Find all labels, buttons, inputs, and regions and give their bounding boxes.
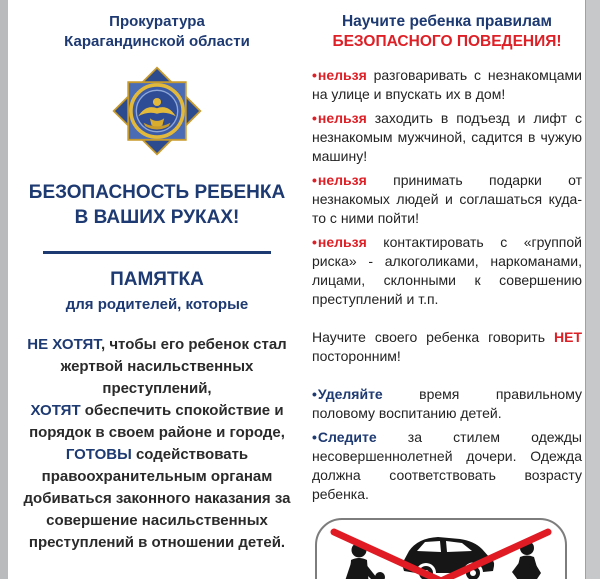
say-no-after: посторонним!: [312, 348, 401, 364]
rule-lead: нельзя: [317, 67, 367, 83]
rule-item: [312, 109, 582, 166]
org-name-line2: Карагандинской области: [64, 33, 250, 51]
forbidden-rules-list: [312, 66, 582, 309]
left-margin-strip: [0, 0, 8, 579]
right-column: [312, 12, 582, 579]
bullet-icon: •: [312, 234, 317, 250]
rules-title-line2: БЕЗОПАСНОГО ПОВЕДЕНИЯ!: [332, 33, 562, 50]
rule-text: контактировать с «группой риска» - алкоголиками, наркоманами, лицами, склонными к совершению преступлений и т.п.: [312, 234, 582, 307]
crossed-out-dangers-illustration: [314, 517, 568, 579]
main-title: [10, 180, 304, 230]
lead-word: ГОТОВЫ: [65, 445, 132, 463]
rule-text: принимать подарки от незнакомых людей и соглашаться куда-то с ними пойти!: [312, 172, 582, 226]
advice-text: время правильному половому воспитанию детей.: [312, 386, 582, 421]
right-margin-strip: [585, 0, 600, 579]
parents-description-item: [10, 334, 304, 400]
advice-list: [312, 385, 582, 504]
prosecutor-emblem-icon: [10, 66, 304, 156]
parents-description-item: [10, 444, 304, 554]
rules-title-line1: Научите ребенка правилам: [341, 13, 553, 30]
rule-item: [312, 233, 582, 309]
memo-subtitle: для родителей, которые: [65, 295, 249, 313]
parents-description: [10, 334, 304, 554]
rule-lead: нельзя: [317, 172, 367, 188]
main-title-line1: БЕЗОПАСНОСТЬ РЕБЕНКА: [28, 181, 286, 203]
lead-word: ХОТЯТ: [30, 401, 81, 419]
lead-text: , чтобы его ребенок стал жертвой насильственных преступлений,: [60, 335, 287, 397]
bullet-icon: •: [312, 172, 317, 188]
rules-title: [312, 12, 582, 52]
say-no-paragraph: [312, 328, 582, 366]
memo-title: ПАМЯТКА: [110, 268, 204, 290]
parents-description-item: [10, 400, 304, 444]
rule-item: [312, 66, 582, 104]
bullet-icon: •: [312, 110, 317, 126]
rule-item: [312, 171, 582, 228]
bullet-icon: •: [312, 386, 317, 402]
lead-text: содействовать правоохранительным органам добиваться законного наказания за совершение насильственных преступлений в отношении детей.: [23, 445, 291, 551]
bullet-icon: •: [312, 67, 317, 83]
main-title-line2: В ВАШИХ РУКАХ!: [74, 206, 240, 228]
advice-lead: Уделяйте: [317, 386, 383, 402]
rule-lead: нельзя: [317, 110, 367, 126]
advice-lead: Следите: [317, 429, 377, 445]
left-column: [10, 12, 304, 554]
rule-lead: нельзя: [317, 234, 367, 250]
rule-text: разговаривать с незнакомцами на улице и впускать их в дом!: [312, 67, 582, 102]
advice-item: [312, 385, 582, 423]
rule-text: заходить в подъезд и лифт с незнакомым мужчиной, садится в чужую машину!: [312, 110, 582, 164]
say-no-before: Научите своего ребенка говорить: [312, 329, 554, 345]
org-name-line1: Прокуратура: [109, 13, 205, 30]
lead-word: НЕ ХОТЯТ: [27, 335, 101, 353]
advice-item: [312, 428, 582, 504]
advice-text: за стилем одежды несовершеннолетней дочери. Одежда должна соответствовать возрасту ребенка.: [312, 429, 582, 502]
lead-text: обеспечить спокойствие и порядок в своем районе и городе,: [29, 401, 285, 441]
divider-line: [43, 251, 271, 254]
bullet-icon: •: [312, 429, 317, 445]
org-name: [10, 12, 304, 53]
say-no-highlight: НЕТ: [554, 329, 582, 345]
